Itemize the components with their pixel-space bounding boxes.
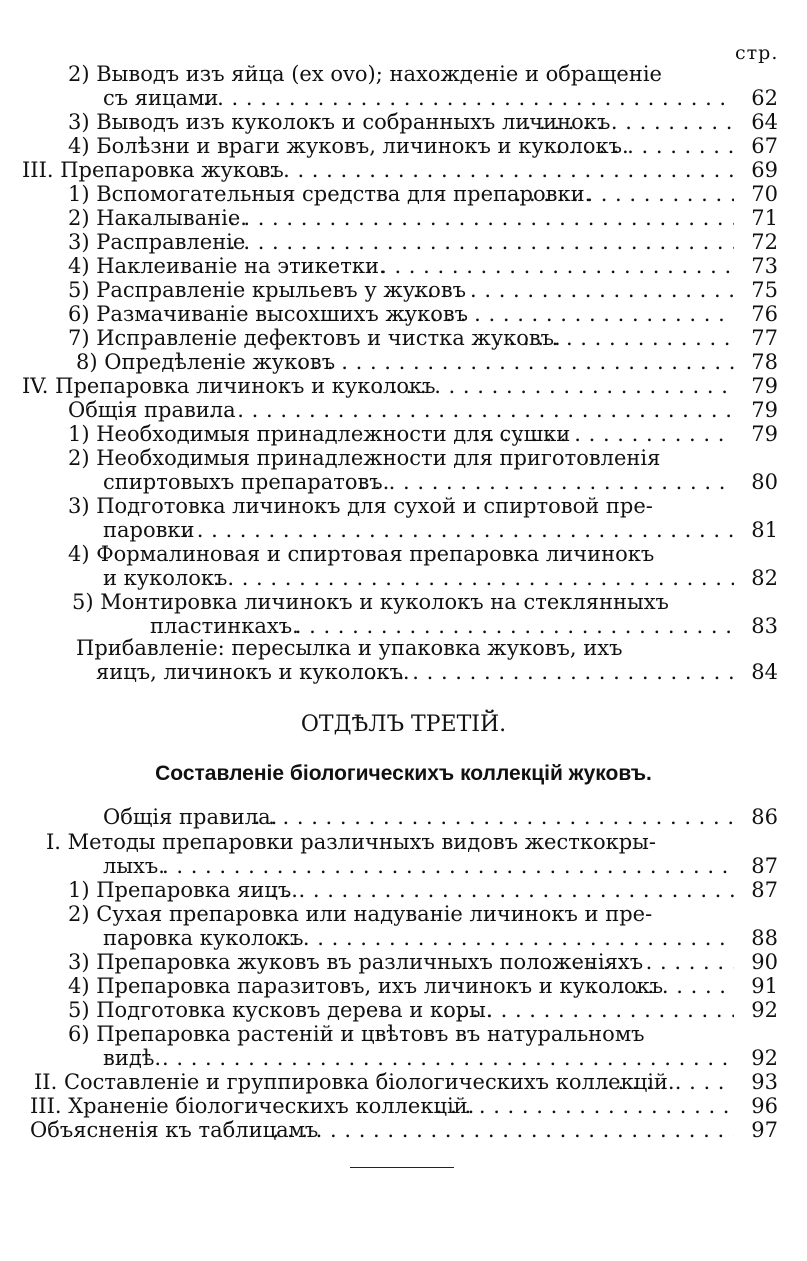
toc-page-number: 73 — [751, 254, 778, 278]
toc-entry-text: лыхъ. — [103, 854, 165, 878]
toc-page-number: 64 — [751, 110, 778, 134]
dot-leader — [545, 950, 734, 974]
toc-entry-text: 1) Препаровка яицъ. — [68, 878, 298, 902]
toc-entry-text: II. Составленіе и группировка біологическихъ коллекцій. — [34, 1070, 675, 1094]
toc-page-number: 79 — [751, 422, 778, 446]
toc-entry-text: 5) Расправленіе крыльевъ у жуковъ — [68, 278, 467, 302]
dot-leader — [213, 566, 734, 590]
toc-page-number: 86 — [751, 805, 778, 829]
toc-entry-text: 7) Исправленіе дефектовъ и чистка жуковъ. — [68, 326, 561, 350]
dot-leader — [203, 86, 734, 110]
dot-leader — [162, 854, 734, 878]
dot-leader — [346, 470, 734, 494]
toc-entry-text: яицъ, личинокъ и куколокъ. — [96, 660, 410, 684]
toc-page-number: 90 — [751, 950, 778, 974]
toc-entry-text: паровка куколокъ — [103, 926, 304, 950]
toc-entry-text: 2) Необходимыя принадлежности для приготовленія — [68, 446, 661, 470]
toc-page-number: 92 — [751, 1046, 778, 1070]
dot-leader — [273, 1118, 734, 1142]
toc-entry-text: 5) Подготовка кусковъ дерева и коры. — [68, 998, 493, 1022]
toc-page-number: 80 — [751, 470, 778, 494]
toc-page-number: 87 — [751, 854, 778, 878]
toc-entry-text: 2) Накалываніе. — [68, 206, 247, 230]
toc-entry-text: и куколокъ — [103, 566, 228, 590]
toc-page-number: 72 — [751, 230, 778, 254]
dot-leader — [525, 110, 734, 134]
toc-entry-text: III. Храненіе біологическихъ коллекцій. — [30, 1094, 475, 1118]
toc-entry-text: Прибавленіе: пересылка и упаковка жуковъ, ихъ — [76, 636, 623, 660]
toc-entry-text: I. Методы препаровки различныхъ видовъ жесткокры- — [46, 830, 656, 854]
dot-leader — [270, 878, 734, 902]
toc-entry-text: 5) Монтировка личинокъ и куколокъ на стеклянныхъ — [72, 590, 669, 614]
toc-entry-text: 1) Вспомогательныя средства для препаровки. — [68, 182, 592, 206]
toc-entry-text: пластинкахъ. — [150, 614, 299, 638]
end-rule — [350, 1167, 454, 1168]
dot-leader — [377, 374, 734, 398]
toc-entry-text: 1) Необходимыя принадлежности для сушки — [68, 422, 571, 446]
toc-page-number: 96 — [751, 1094, 778, 1118]
dot-leader — [351, 254, 734, 278]
toc-page-number: 75 — [751, 278, 778, 302]
toc-page-number: 92 — [751, 998, 778, 1022]
toc-page-number: 70 — [751, 182, 778, 206]
toc-entry-text: 2) Сухая препаровка или надуваніе личинокъ и пре- — [68, 902, 653, 926]
toc-entry-text: 4) Наклеиваніе на этикетки. — [68, 254, 386, 278]
dot-leader — [436, 1094, 734, 1118]
dot-leader — [182, 518, 734, 542]
toc-page-number: 97 — [751, 1118, 778, 1142]
dot-leader — [254, 158, 734, 182]
toc-page-number: 93 — [751, 1070, 778, 1094]
dot-leader — [254, 805, 734, 829]
toc-page-number: 76 — [751, 302, 778, 326]
section-subtitle: Составленіе біологическихъ коллекцій жуковъ. — [155, 762, 652, 785]
toc-page-number: 91 — [751, 974, 778, 998]
toc-page-number: 81 — [751, 518, 778, 542]
toc-entry-text: 6) Размачиваніе высохшихъ жуковъ — [68, 302, 469, 326]
toc-entry-text: Общія правила. — [103, 805, 278, 829]
toc-entry-text: III. Препаровка жуковъ — [22, 158, 284, 182]
toc-entry-text: 4) Формалиновая и спиртовая препаровка личинокъ — [68, 542, 655, 566]
toc-page-number: 79 — [751, 398, 778, 422]
toc-entry-text: съ яицами — [103, 86, 219, 110]
toc-entry-text: Объясненія къ таблицамъ — [30, 1118, 319, 1142]
toc-page-number: 84 — [751, 660, 778, 684]
dot-leader — [413, 278, 734, 302]
dot-leader — [603, 1070, 734, 1094]
toc-entry-text: 6) Препаровка растеній и цвѣтовъ въ натуральномъ — [68, 1022, 645, 1046]
toc-entry-text: 2) Выводъ изъ яйца (ex ovo); нахожденіе и обращеніе — [68, 62, 662, 86]
dot-leader — [162, 1046, 734, 1070]
toc-entry-text: спиртовыхъ препаратовъ. — [103, 470, 390, 494]
toc-page-number: 88 — [751, 926, 778, 950]
toc-entry-text: 3) Расправленіе — [68, 230, 246, 254]
toc-entry-text: IV. Препаровка личинокъ и куколокъ — [22, 374, 436, 398]
dot-leader — [280, 614, 734, 638]
dot-leader — [474, 422, 734, 446]
toc-page-number: 62 — [751, 86, 778, 110]
dot-leader — [402, 302, 734, 326]
dot-leader — [576, 974, 734, 998]
toc-entry-text: 3) Препаровка жуковъ въ различныхъ положеніяхъ — [68, 950, 644, 974]
toc-page-number: 78 — [751, 350, 778, 374]
toc-entry-text: паровки — [103, 518, 195, 542]
dot-leader — [515, 182, 734, 206]
toc-page-number: 79 — [751, 374, 778, 398]
page-column-label: стр. — [735, 42, 779, 64]
toc-page-number: 71 — [751, 206, 778, 230]
toc-page-number: 87 — [751, 878, 778, 902]
toc-page-number: 67 — [751, 134, 778, 158]
dot-leader — [443, 998, 734, 1022]
toc-page-number: 69 — [751, 158, 778, 182]
dot-leader — [494, 326, 734, 350]
toc-page-number: 77 — [751, 326, 778, 350]
toc-entry-text: 3) Подготовка личинокъ для сухой и спиртовой пре- — [68, 494, 653, 518]
toc-entry-text: 4) Болѣзни и враги жуковъ, личинокъ и куколокъ. — [68, 134, 629, 158]
dot-leader — [209, 398, 734, 422]
dot-leader — [229, 206, 734, 230]
toc-page-number: 83 — [751, 614, 778, 638]
dot-leader — [229, 230, 734, 254]
toc-entry-text: 4) Препаровка паразитовъ, ихъ личинокъ и куколокъ — [68, 974, 664, 998]
toc-entry-text: 3) Выводъ изъ куколокъ и собранныхъ личинокъ — [68, 110, 611, 134]
toc-entry-text: видѣ. — [103, 1046, 162, 1070]
section-title: ОТДѢЛЪ ТРЕТІЙ. — [300, 712, 507, 737]
toc-entry-text: Общія правила — [68, 398, 236, 422]
dot-leader — [298, 350, 734, 374]
dot-leader — [555, 134, 734, 158]
toc-entry-text: 8) Опредѣленіе жуковъ — [76, 350, 336, 374]
toc-page-number: 82 — [751, 566, 778, 590]
dot-leader — [369, 660, 734, 684]
dot-leader — [274, 926, 734, 950]
